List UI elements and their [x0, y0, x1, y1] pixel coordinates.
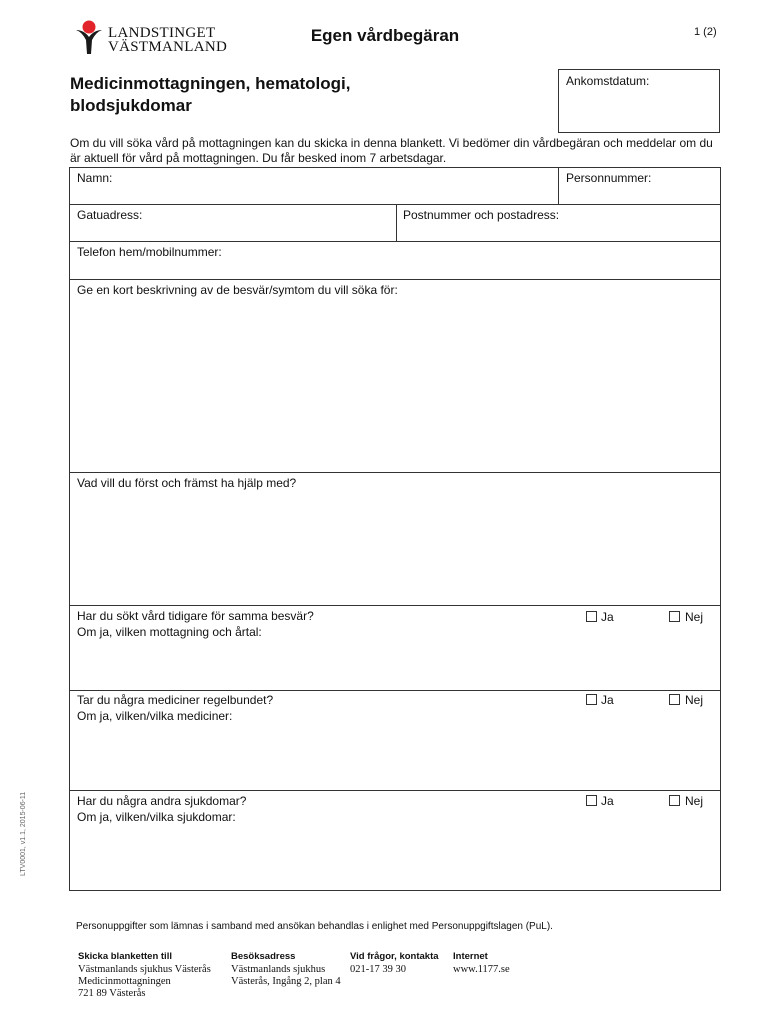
no-label: Nej: [685, 693, 704, 707]
symptom-description-label: Ge en kort beskrivning av de besvär/symtom du vill söka för:: [77, 283, 398, 297]
help-request-field[interactable]: [77, 475, 707, 600]
form-code: LTV0001, v1.1, 2015-06-11: [20, 791, 27, 876]
privacy-notice: Personuppgifter som lämnas i samband med ansökan behandlas i enlighet med Personuppgiftslagen (PuL).: [76, 921, 553, 932]
yes-label: Ja: [601, 794, 614, 808]
arrival-date-label: Ankomstdatum:: [566, 74, 650, 88]
request-form: [69, 167, 721, 891]
name-label: Namn:: [77, 171, 113, 185]
footer-visiting-address: Besöksadress Västmanlands sjukhus Västerås, Ingång 2, plan 4: [231, 951, 341, 987]
footer-internet: Internet www.1177.se: [453, 951, 510, 975]
yes-label: Ja: [601, 610, 614, 624]
logo-wordmark: LANDSTINGET VÄSTMANLAND: [108, 25, 228, 55]
postal-address-field[interactable]: [403, 207, 713, 237]
phone-label: Telefon hem/mobilnummer:: [77, 245, 222, 259]
personal-number-label: Personnummer:: [566, 171, 652, 185]
footer-send-to: Skicka blanketten till Västmanlands sjukhus Västerås Medicinmottagningen 721 89 Västerås: [78, 951, 211, 999]
phone-field[interactable]: [77, 244, 707, 274]
personal-number-field[interactable]: [566, 170, 716, 200]
document-title: Egen vårdbegäran: [310, 26, 460, 45]
postal-address-label: Postnummer och postadress:: [403, 208, 560, 222]
name-field[interactable]: [77, 170, 547, 200]
page-number: 1 (2): [694, 26, 717, 38]
clinic-heading: Medicinmottagningen, hematologi, blodsjukdomar: [70, 74, 351, 115]
previous-care-yes-checkbox[interactable]: [586, 611, 597, 622]
footer-contact: Vid frågor, kontakta 021-17 39 30: [350, 951, 439, 975]
medication-yes-checkbox[interactable]: [586, 694, 597, 705]
no-label: Nej: [685, 794, 704, 808]
medication-no-checkbox[interactable]: [669, 694, 680, 705]
symptom-description-field[interactable]: [77, 282, 707, 467]
previous-care-no-checkbox[interactable]: [669, 611, 680, 622]
arrival-date-box[interactable]: [558, 69, 720, 133]
no-label: Nej: [685, 610, 704, 624]
other-diseases-yes-checkbox[interactable]: [586, 795, 597, 806]
previous-care-question: Har du sökt vård tidigare för samma besvär? Om ja, vilken mottagning och årtal:: [77, 609, 314, 639]
intro-text: Om du vill söka vård på mottagningen kan du skicka in denna blankett. Vi bedömer din vårdbegäran och meddelar om du är aktuell för vård på mottagningen. Du får besked inom 7 arbetsdagar.: [70, 136, 713, 165]
other-diseases-question: Har du några andra sjukdomar? Om ja, vilken/vilka sjukdomar:: [77, 794, 247, 824]
other-diseases-no-checkbox[interactable]: [669, 795, 680, 806]
website-link[interactable]: www.1177.se: [453, 964, 510, 975]
yes-label: Ja: [601, 693, 614, 707]
street-address-label: Gatuadress:: [77, 208, 143, 222]
help-request-label: Vad vill du först och främst ha hjälp med?: [77, 476, 297, 490]
medication-question: Tar du några mediciner regelbundet? Om ja, vilken/vilka mediciner:: [77, 693, 274, 723]
street-address-field[interactable]: [77, 207, 387, 237]
